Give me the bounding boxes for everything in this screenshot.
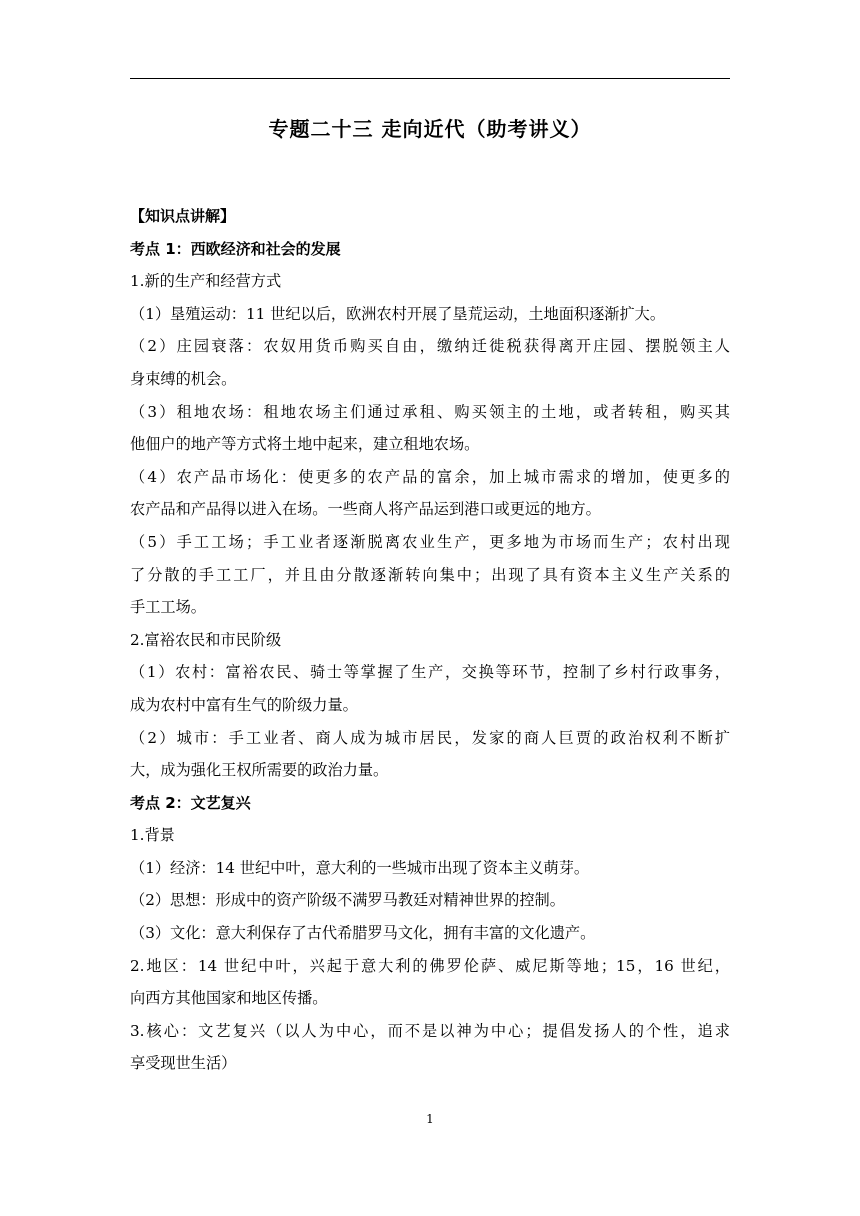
text-line: 1.新的生产和经营方式 [130,272,282,291]
text-line: （3）文化：意大利保存了古代希腊罗马文化，拥有丰富的文化遗产。 [130,924,596,943]
text-line: 他佃户的地产等方式将土地中起来，建立租地农场。 [130,435,480,454]
text-line: （1）农村：富裕农民、骑士等掌握了生产，交换等环节，控制了乡村行政事务， [130,663,730,682]
text-line: 了分散的手工工厂，并且由分散逐渐转向集中；出现了具有资本主义生产关系的 [130,565,730,584]
text-line: （2）城市：手工业者、商人成为城市居民，发家的商人巨贾的政治权利不断扩 [130,728,730,747]
text-line: 3.核心：文艺复兴（以人为中心，而不是以神为中心；提倡发扬人的个性，追求 [130,1021,730,1040]
text-line: （1）经济：14 世纪中叶，意大利的一些城市出现了资本主义萌芽。 [130,858,590,877]
text-line: 成为农村中富有生气的阶级力量。 [130,695,358,714]
text-line: 2.地区：14 世纪中叶，兴起于意大利的佛罗伦萨、威尼斯等地；15，16 世纪， [130,956,730,975]
page-number: 1 [426,1112,434,1126]
header-rule [130,78,730,79]
text-line: 大，成为强化王权所需要的政治力量。 [130,761,389,780]
text-line: （4）农产品市场化：使更多的农产品的富余，加上城市需求的增加，使更多的 [130,467,730,486]
text-line: （3）租地农场：租地农场主们通过承租、购买领主的土地，或者转租，购买其 [130,402,730,421]
text-line: 向西方其他国家和地区传播。 [130,989,328,1008]
text-line: 农产品和产品得以进入在场。一些商人将产品运到港口或更远的地方。 [130,500,601,519]
document-title: 专题二十三 走向近代（助考讲义） [268,117,592,141]
text-line: 身束缚的机会。 [130,369,237,388]
text-line: 手工工场。 [130,598,206,617]
section-heading: 考点 2：文艺复兴 [130,793,251,812]
text-line: 2.富裕农民和市民阶级 [130,630,282,649]
section-heading: 【知识点讲解】 [130,207,236,225]
text-line: 1.背景 [130,826,175,845]
document-body [130,200,730,1080]
text-line: （5）手工工场；手工业者逐渐脱离农业生产，更多地为市场而生产；农村出现 [130,532,730,551]
text-line: （1）垦殖运动：11 世纪以后，欧洲农村开展了垦荒运动，土地面积逐渐扩大。 [130,304,666,323]
section-heading: 考点 1：西欧经济和社会的发展 [130,239,341,258]
text-line: （2）庄园衰落：农奴用货币购买自由，缴纳迁徙税获得离开庄园、摆脱领主人 [130,337,730,356]
text-line: 享受现世生活） [130,1054,237,1073]
text-line: （2）思想：形成中的资产阶级不满罗马教廷对精神世界的控制。 [130,891,565,910]
